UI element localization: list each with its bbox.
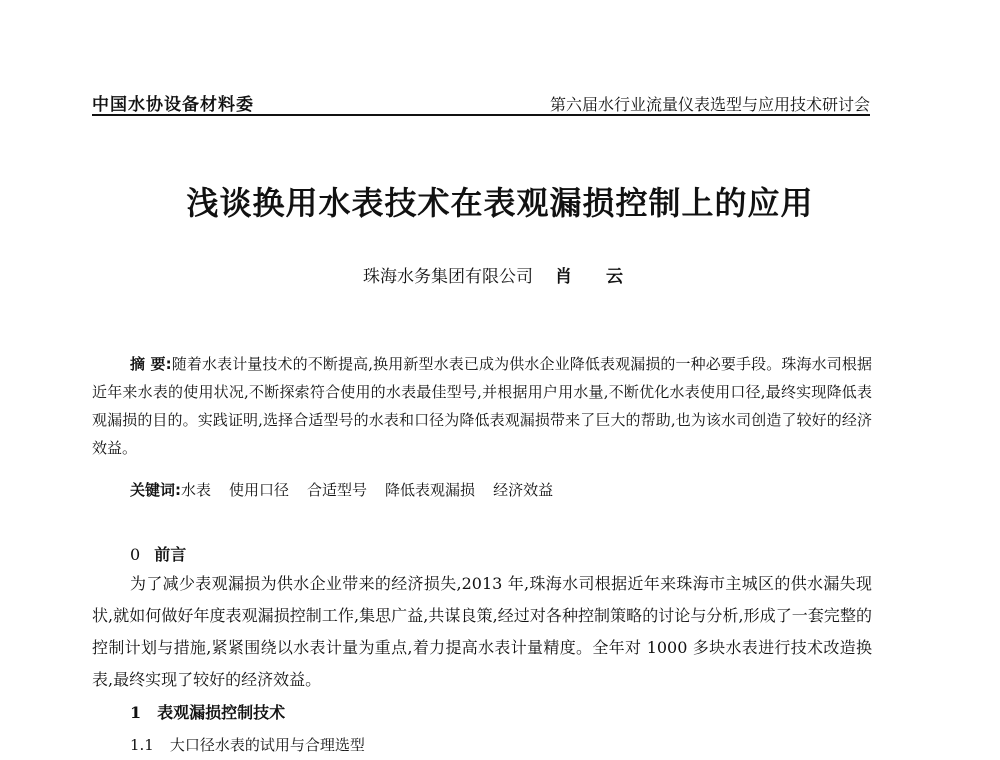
subsection-title: 大口径水表的试用与合理选型 [169,736,365,754]
section-number: 1 [130,703,142,722]
keyword: 经济效益 [493,481,554,499]
paper-title: 浅谈换用水表技术在表观漏损控制上的应用 [186,184,814,222]
subsection-number: 1.1 [130,736,154,754]
subsection-heading-1-1 [130,734,365,755]
keyword: 降低表观漏损 [385,481,476,499]
section-heading-1 [130,700,285,723]
header-rule [92,114,870,116]
header-right-text: 第六届水行业流量仪表选型与应用技术研讨会 [549,95,870,114]
author-line [0,262,1000,287]
section-number: 0 [130,545,141,564]
keyword: 合适型号 [307,481,368,499]
intro-paragraph: 为了减少表观漏损为供水企业带来的经济损失,2013 年,珠海水司根据近年来珠海市主城区的供水漏失现状,就如何做好年度表观漏损控制工作,集思广益,共谋良策,经过对各种控制策略的讨论与分析,形成了一套完整的控制计划与措施,紧紧围绕以水表计量为重点,着力提高水表计量精度。全年对 1000 多块水表进行技术改造换表,最终实现了较好的经济效益。 [92,574,872,689]
section-title: 前言 [154,545,187,564]
keywords-label: 关键词: [130,481,181,499]
section-heading-intro [130,542,186,565]
abstract-text: 随着水表计量技术的不断提高,换用新型水表已成为供水企业降低表观漏损的一种必要手段。珠海水司根据近年来水表的使用状况,不断探索符合使用的水表最佳型号,并根据用户用水量,不断优化水表使用口径,最终实现降低表观漏损的目的。实践证明,选择合适型号的水表和口径为降低表观漏损带来了巨大的帮助,也为该水司创造了较好的经济效益。 [92,355,872,457]
header-left-text: 中国水协设备材料委 [92,95,254,115]
section-title: 表观漏损控制技术 [157,703,286,722]
keyword: 使用口径 [229,481,290,499]
running-header [92,88,870,118]
abstract [92,350,872,462]
keywords [130,478,870,502]
author-name: 肖 云 [555,267,637,287]
keyword: 水表 [181,481,212,499]
abstract-label: 摘 要: [130,355,172,373]
author-organization: 珠海水务集团有限公司 [363,267,534,287]
